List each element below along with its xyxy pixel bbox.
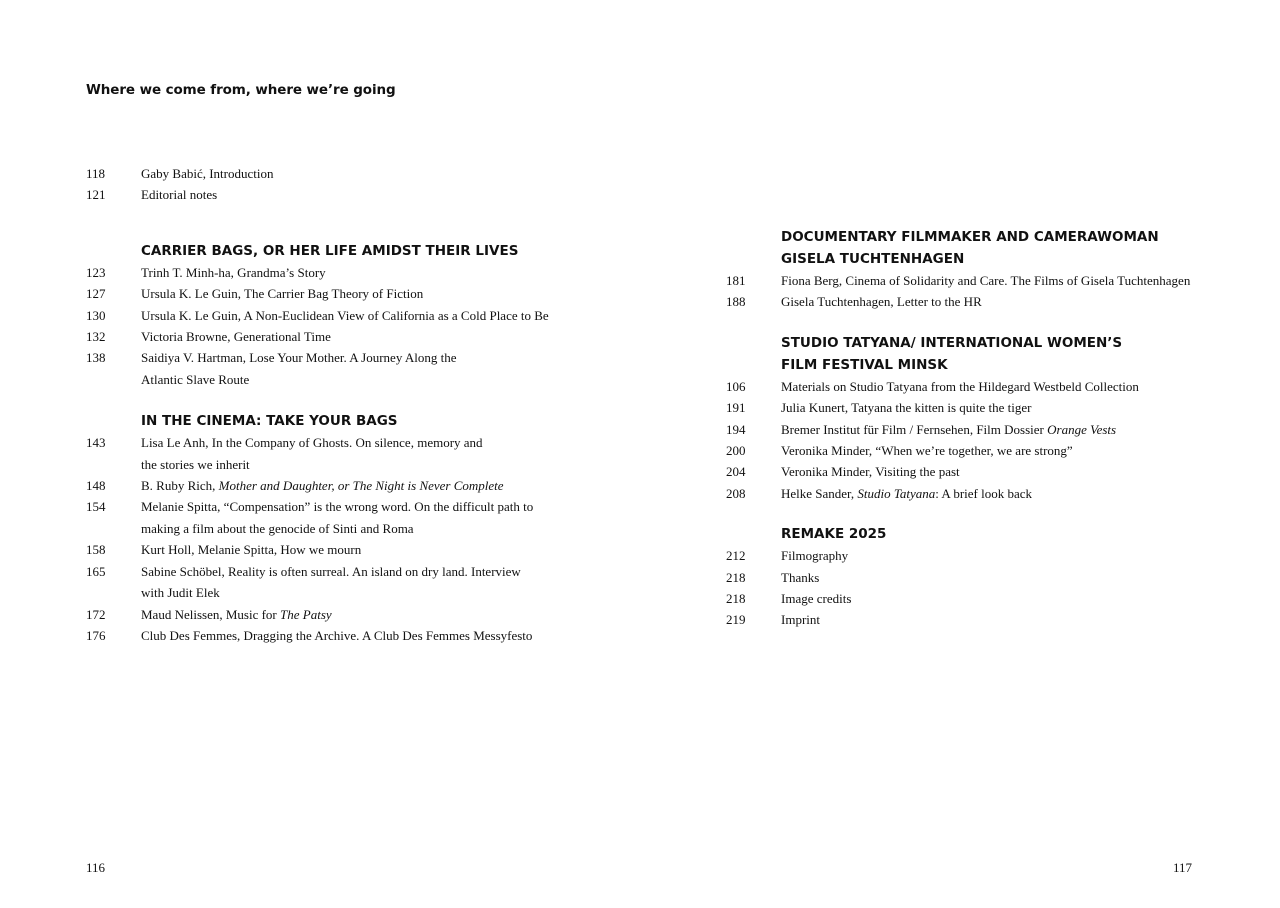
toc-entry-text: Fiona Berg, Cinema of Solidarity and Care. The Films of Gisela Tuchtenhagen	[781, 273, 1191, 288]
toc-entry-text: Saidiya V. Hartman, Lose Your Mother. A Journey Along the	[141, 350, 457, 366]
toc-entry-text	[781, 483, 1246, 504]
toc-entry-text: with Judit Elek	[141, 585, 220, 601]
toc-entry	[726, 483, 1246, 504]
toc-page-number: 106	[726, 378, 746, 394]
section-heading: IN THE CINEMA: TAKE YOUR BAGS	[141, 413, 398, 430]
toc-page-number: 212	[726, 548, 746, 564]
contents-left-column	[86, 163, 606, 646]
toc-entry-text: Thanks	[781, 569, 820, 585]
toc-entry	[726, 545, 1246, 566]
toc-entry	[86, 262, 606, 283]
toc-entry-text: Gisela Tuchtenhagen, Letter to the HR	[781, 294, 982, 310]
section-heading: FILM FESTIVAL MINSK	[781, 356, 948, 373]
toc-entry	[86, 326, 606, 347]
toc-entry-text: Atlantic Slave Route	[141, 371, 250, 387]
toc-entry	[726, 397, 1246, 418]
toc-page-number: 127	[86, 286, 106, 302]
toc-page-number: 130	[86, 307, 106, 323]
toc-entry	[86, 475, 606, 496]
toc-page-number: 121	[86, 187, 106, 203]
toc-entry	[86, 184, 606, 205]
toc-entry-text: Ursula K. Le Guin, The Carrier Bag Theory of Fiction	[141, 286, 424, 302]
toc-entry-text: Image credits	[781, 591, 852, 607]
toc-entry	[726, 567, 1246, 588]
toc-page-number: 219	[726, 612, 746, 628]
toc-entry-text	[141, 475, 606, 496]
section-heading: DOCUMENTARY FILMMAKER AND CAMERAWOMAN	[781, 229, 1159, 245]
toc-page-number: 154	[86, 499, 106, 515]
toc-subtitle: : A brief look back	[935, 485, 1033, 501]
toc-page-number: 132	[86, 329, 106, 345]
toc-page-number: 200	[726, 443, 746, 459]
toc-page-number: 165	[86, 563, 106, 579]
toc-page-number: 148	[86, 478, 106, 494]
toc-author: Bremer Institut für Film / Fernsehen, Film Dossier	[781, 421, 1048, 437]
toc-page-number: 123	[86, 264, 106, 280]
toc-entry-text: Filmography	[781, 548, 849, 564]
toc-entry-text: Trinh T. Minh-ha, Grandma’s Story	[141, 264, 326, 280]
section-heading: GISELA TUCHTENHAGEN	[781, 251, 965, 267]
toc-page-number: 208	[726, 485, 746, 501]
toc-entry-text: Julia Kunert, Tatyana the kitten is quite the tiger	[781, 400, 1032, 416]
toc-entry	[726, 461, 1246, 482]
toc-entry-text: the stories we inherit	[141, 456, 250, 472]
toc-entry	[86, 432, 606, 453]
toc-entry	[726, 419, 1246, 440]
toc-entry	[86, 305, 606, 326]
toc-page-number: 194	[726, 421, 746, 437]
toc-entry	[726, 588, 1246, 609]
toc-page-number: 143	[86, 435, 106, 451]
toc-entry	[86, 347, 606, 368]
toc-entry	[86, 625, 606, 646]
toc-entry-text: Lisa Le Anh, In the Company of Ghosts. On silence, memory and	[141, 435, 483, 451]
toc-work-title: Mother and Daughter, or The Night is Never Complete	[218, 478, 504, 494]
toc-page-number: 188	[726, 294, 746, 310]
toc-entry	[726, 270, 1246, 291]
page-number-right: 117	[1173, 860, 1193, 875]
toc-entry-text: Editorial notes	[141, 187, 218, 203]
toc-entry-text: making a film about the genocide of Sinti and Roma	[141, 520, 414, 536]
toc-page-number: 218	[726, 569, 746, 585]
toc-entry	[726, 376, 1246, 397]
toc-entry-text: Sabine Schöbel, Reality is often surreal. An island on dry land. Interview	[141, 563, 521, 579]
toc-entry-continuation	[86, 518, 606, 539]
toc-entry	[86, 163, 606, 184]
toc-page-number: 176	[86, 627, 106, 643]
toc-entry	[726, 440, 1246, 461]
toc-page-number: 172	[86, 606, 106, 622]
toc-entry	[86, 561, 606, 582]
toc-entry-text: Victoria Browne, Generational Time	[141, 329, 331, 345]
toc-author: B. Ruby Rich,	[141, 478, 219, 494]
toc-entry-text: Veronika Minder, “When we’re together, we are strong”	[781, 443, 1073, 459]
toc-entry-text	[141, 604, 606, 625]
toc-page-number: 118	[86, 166, 106, 181]
toc-entry-text: Gaby Babić, Introduction	[141, 166, 274, 181]
toc-entry	[86, 496, 606, 517]
toc-entry	[726, 609, 1246, 630]
contents-right-column	[726, 226, 1246, 631]
toc-entry-text	[781, 419, 1246, 440]
page-number-left: 116	[86, 860, 106, 875]
toc-entry-text: Materials on Studio Tatyana from the Hildegard Westbeld Collection	[781, 378, 1139, 394]
toc-page-number: 191	[726, 400, 746, 416]
toc-page-number: 204	[726, 464, 746, 480]
toc-entry-text: Ursula K. Le Guin, A Non-Euclidean View of California as a Cold Place to Be	[141, 307, 549, 323]
toc-entry-continuation	[86, 582, 606, 603]
toc-page-number: 218	[726, 591, 746, 607]
toc-work-title: Orange Vests	[1047, 421, 1117, 437]
section-heading: CARRIER BAGS, OR HER LIFE AMIDST THEIR LIVES	[141, 242, 519, 259]
toc-page-number: 138	[86, 350, 106, 366]
toc-entry-continuation	[86, 369, 606, 390]
toc-entry-text: Veronika Minder, Visiting the past	[781, 464, 960, 480]
toc-entry-text: Melanie Spitta, “Compensation” is the wrong word. On the difficult path to	[141, 499, 534, 515]
toc-entry-text: Imprint	[781, 612, 820, 628]
toc-page-number: 181	[726, 273, 746, 288]
toc-work-title: Studio Tatyana	[857, 485, 936, 501]
toc-author: Maud Nelissen, Music for	[141, 606, 281, 622]
toc-page-number: 158	[86, 542, 106, 558]
toc-entry	[726, 291, 1246, 312]
toc-entry-text: Kurt Holl, Melanie Spitta, How we mourn	[141, 542, 362, 558]
section-heading: REMAKE 2025	[781, 526, 887, 543]
toc-entry	[86, 604, 606, 625]
toc-work-title: The Patsy	[280, 606, 332, 622]
toc-author: Helke Sander,	[781, 485, 858, 501]
toc-entry-text: Club Des Femmes, Dragging the Archive. A Club Des Femmes Messyfesto	[141, 627, 533, 643]
toc-entry	[86, 539, 606, 560]
section-heading: STUDIO TATYANA/ INTERNATIONAL WOMEN’S	[781, 334, 1123, 351]
toc-entry-continuation	[86, 454, 606, 475]
toc-entry	[86, 283, 606, 304]
page-title: Where we come from, where we’re going	[86, 82, 396, 98]
